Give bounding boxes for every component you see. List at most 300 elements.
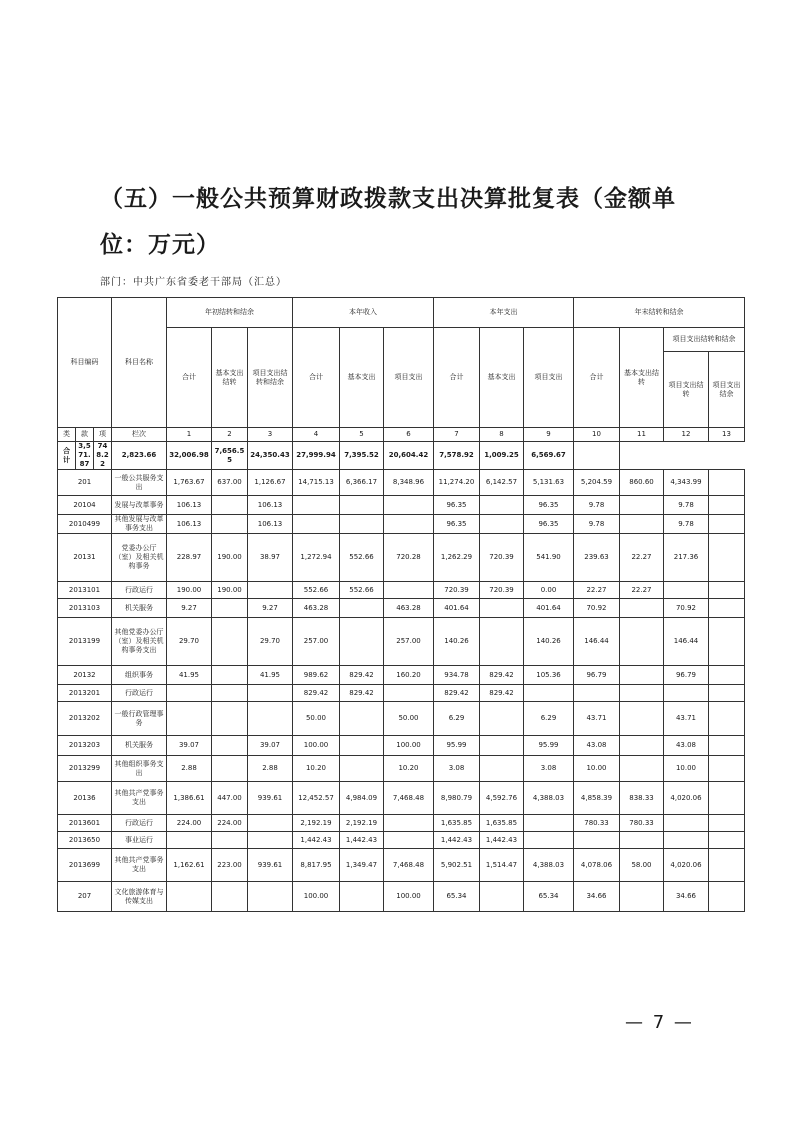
amount-cell: 10.00 bbox=[664, 756, 709, 782]
amount-cell: 447.00 bbox=[212, 782, 248, 815]
amount-cell: 552.66 bbox=[340, 534, 384, 582]
subject-name-cell: 机关服务 bbox=[112, 736, 167, 756]
amount-cell: 96.35 bbox=[434, 515, 480, 534]
column-number: 9 bbox=[524, 428, 574, 442]
amount-cell bbox=[340, 882, 384, 912]
table-row bbox=[58, 666, 745, 685]
amount-cell: 43.08 bbox=[574, 736, 620, 756]
amount-cell bbox=[480, 496, 524, 515]
amount-cell: 1,126.67 bbox=[248, 470, 293, 496]
header-xiang: 项 bbox=[94, 428, 112, 442]
subject-code-cell: 20132 bbox=[58, 666, 112, 685]
amount-cell: 720.28 bbox=[384, 534, 434, 582]
amount-cell bbox=[212, 515, 248, 534]
header-end-total: 合计 bbox=[574, 328, 620, 428]
amount-cell bbox=[620, 599, 664, 618]
amount-cell: 29.70 bbox=[248, 618, 293, 666]
department-label: 部门：中共广东省委老干部局（汇总） bbox=[100, 277, 287, 288]
total-cell: 7,656.55 bbox=[212, 442, 248, 470]
amount-cell: 146.44 bbox=[574, 618, 620, 666]
amount-cell bbox=[384, 815, 434, 832]
amount-cell bbox=[167, 882, 212, 912]
header-group-begin: 年初结转和结余 bbox=[167, 298, 293, 328]
amount-cell bbox=[709, 599, 745, 618]
amount-cell bbox=[620, 685, 664, 702]
table-row bbox=[58, 534, 745, 582]
column-number: 5 bbox=[340, 428, 384, 442]
amount-cell: 223.00 bbox=[212, 849, 248, 882]
amount-cell: 65.34 bbox=[434, 882, 480, 912]
amount-cell bbox=[212, 756, 248, 782]
amount-cell: 1,272.94 bbox=[293, 534, 340, 582]
subject-code-cell: 2013203 bbox=[58, 736, 112, 756]
amount-cell: 239.63 bbox=[574, 534, 620, 582]
amount-cell bbox=[709, 756, 745, 782]
amount-cell: 39.07 bbox=[248, 736, 293, 756]
subject-name-cell: 组织事务 bbox=[112, 666, 167, 685]
amount-cell bbox=[340, 618, 384, 666]
amount-cell: 5,902.51 bbox=[434, 849, 480, 882]
amount-cell bbox=[212, 618, 248, 666]
total-cell: 20,604.42 bbox=[384, 442, 434, 470]
amount-cell bbox=[709, 618, 745, 666]
amount-cell bbox=[709, 849, 745, 882]
budget-table bbox=[57, 297, 745, 912]
amount-cell bbox=[384, 582, 434, 599]
amount-cell: 50.00 bbox=[293, 702, 340, 736]
amount-cell: 829.42 bbox=[434, 685, 480, 702]
subject-code-cell: 20136 bbox=[58, 782, 112, 815]
amount-cell bbox=[620, 736, 664, 756]
amount-cell bbox=[709, 515, 745, 534]
amount-cell: 637.00 bbox=[212, 470, 248, 496]
amount-cell: 140.26 bbox=[434, 618, 480, 666]
amount-cell bbox=[709, 832, 745, 849]
amount-cell: 4,020.06 bbox=[664, 849, 709, 882]
column-number: 6 bbox=[384, 428, 434, 442]
amount-cell bbox=[620, 666, 664, 685]
table-row bbox=[58, 496, 745, 515]
header-expense-basic: 基本支出 bbox=[480, 328, 524, 428]
subject-code-cell: 2013650 bbox=[58, 832, 112, 849]
amount-cell bbox=[384, 832, 434, 849]
amount-cell bbox=[384, 515, 434, 534]
header-begin-total: 合计 bbox=[167, 328, 212, 428]
amount-cell: 10.00 bbox=[574, 756, 620, 782]
header-subject-name: 科目名称 bbox=[112, 298, 167, 428]
amount-cell: 934.78 bbox=[434, 666, 480, 685]
amount-cell bbox=[167, 702, 212, 736]
amount-cell: 9.78 bbox=[574, 496, 620, 515]
amount-cell: 4,858.39 bbox=[574, 782, 620, 815]
table-row bbox=[58, 882, 745, 912]
table-row bbox=[58, 736, 745, 756]
header-income-basic: 基本支出 bbox=[340, 328, 384, 428]
amount-cell bbox=[524, 832, 574, 849]
amount-cell: 14,715.13 bbox=[293, 470, 340, 496]
amount-cell: 1,262.29 bbox=[434, 534, 480, 582]
table-row bbox=[58, 782, 745, 815]
amount-cell: 6,142.57 bbox=[480, 470, 524, 496]
amount-cell: 939.61 bbox=[248, 849, 293, 882]
amount-cell bbox=[709, 470, 745, 496]
amount-cell: 224.00 bbox=[212, 815, 248, 832]
subject-name-cell: 其他组织事务支出 bbox=[112, 756, 167, 782]
amount-cell bbox=[212, 736, 248, 756]
subject-code-cell: 20104 bbox=[58, 496, 112, 515]
amount-cell: 96.79 bbox=[574, 666, 620, 685]
amount-cell: 95.99 bbox=[524, 736, 574, 756]
amount-cell bbox=[340, 736, 384, 756]
amount-cell bbox=[709, 882, 745, 912]
amount-cell bbox=[212, 666, 248, 685]
amount-cell: 70.92 bbox=[574, 599, 620, 618]
total-cell: 24,350.43 bbox=[248, 442, 293, 470]
header-end-basic: 基本支出结转 bbox=[620, 328, 664, 428]
amount-cell: 1,162.61 bbox=[167, 849, 212, 882]
amount-cell: 2.88 bbox=[248, 756, 293, 782]
header-income-total: 合计 bbox=[293, 328, 340, 428]
amount-cell bbox=[212, 702, 248, 736]
amount-cell: 6,366.17 bbox=[340, 470, 384, 496]
page-title: （五）一般公共预算财政拨款支出决算批复表（金额单位：万元） bbox=[100, 185, 676, 258]
subject-name-cell: 文化旅游体育与传媒支出 bbox=[112, 882, 167, 912]
subject-code-cell: 2013601 bbox=[58, 815, 112, 832]
amount-cell bbox=[524, 815, 574, 832]
header-end-project-group: 项目支出结转和结余 bbox=[664, 328, 745, 352]
amount-cell bbox=[212, 832, 248, 849]
subject-code-cell: 2013201 bbox=[58, 685, 112, 702]
page-number: — 7 — bbox=[625, 1012, 694, 1033]
amount-cell: 5,204.59 bbox=[574, 470, 620, 496]
amount-cell: 8,817.95 bbox=[293, 849, 340, 882]
amount-cell bbox=[480, 599, 524, 618]
header-subject-code: 科目编码 bbox=[58, 298, 112, 428]
header-end-project-carry: 项目支出结转 bbox=[664, 352, 709, 428]
amount-cell bbox=[620, 832, 664, 849]
table-row bbox=[58, 815, 745, 832]
amount-cell: 8,980.79 bbox=[434, 782, 480, 815]
amount-cell: 1,442.43 bbox=[480, 832, 524, 849]
subject-name-cell: 事业运行 bbox=[112, 832, 167, 849]
amount-cell bbox=[212, 599, 248, 618]
subject-name-cell: 一般行政管理事务 bbox=[112, 702, 167, 736]
amount-cell: 838.33 bbox=[620, 782, 664, 815]
amount-cell: 34.66 bbox=[574, 882, 620, 912]
header-expense-project: 项目支出 bbox=[524, 328, 574, 428]
amount-cell: 9.27 bbox=[167, 599, 212, 618]
amount-cell: 257.00 bbox=[384, 618, 434, 666]
amount-cell: 780.33 bbox=[620, 815, 664, 832]
amount-cell bbox=[480, 515, 524, 534]
amount-cell: 106.13 bbox=[248, 496, 293, 515]
amount-cell: 190.00 bbox=[212, 534, 248, 582]
subject-name-cell: 行政运行 bbox=[112, 685, 167, 702]
amount-cell: 190.00 bbox=[212, 582, 248, 599]
amount-cell bbox=[293, 496, 340, 515]
amount-cell: 829.42 bbox=[340, 666, 384, 685]
subject-name-cell: 行政运行 bbox=[112, 582, 167, 599]
amount-cell: 106.13 bbox=[167, 515, 212, 534]
subject-code-cell: 2013202 bbox=[58, 702, 112, 736]
amount-cell bbox=[212, 685, 248, 702]
subject-code-cell: 2013101 bbox=[58, 582, 112, 599]
amount-cell bbox=[167, 685, 212, 702]
amount-cell: 43.71 bbox=[664, 702, 709, 736]
header-kuan: 款 bbox=[76, 428, 94, 442]
amount-cell bbox=[620, 756, 664, 782]
column-number: 1 bbox=[167, 428, 212, 442]
header-group-income: 本年收入 bbox=[293, 298, 434, 328]
amount-cell bbox=[709, 666, 745, 685]
amount-cell bbox=[340, 496, 384, 515]
amount-cell: 12,452.57 bbox=[293, 782, 340, 815]
amount-cell: 100.00 bbox=[384, 882, 434, 912]
amount-cell bbox=[620, 515, 664, 534]
amount-cell: 720.39 bbox=[480, 534, 524, 582]
column-number: 11 bbox=[620, 428, 664, 442]
column-number: 10 bbox=[574, 428, 620, 442]
amount-cell: 6.29 bbox=[524, 702, 574, 736]
table-row bbox=[58, 832, 745, 849]
amount-cell bbox=[480, 702, 524, 736]
amount-cell bbox=[524, 685, 574, 702]
subject-name-cell: 其他发展与改革事务支出 bbox=[112, 515, 167, 534]
amount-cell bbox=[709, 736, 745, 756]
amount-cell: 11,274.20 bbox=[434, 470, 480, 496]
amount-cell bbox=[248, 685, 293, 702]
column-number: 3 bbox=[248, 428, 293, 442]
subject-code-cell: 20131 bbox=[58, 534, 112, 582]
amount-cell: 10.20 bbox=[293, 756, 340, 782]
amount-cell: 217.36 bbox=[664, 534, 709, 582]
amount-cell: 4,388.03 bbox=[524, 849, 574, 882]
amount-cell: 463.28 bbox=[384, 599, 434, 618]
amount-cell bbox=[709, 534, 745, 582]
amount-cell: 50.00 bbox=[384, 702, 434, 736]
header-income-project: 项目支出 bbox=[384, 328, 434, 428]
amount-cell: 1,442.43 bbox=[340, 832, 384, 849]
amount-cell bbox=[709, 582, 745, 599]
column-number: 8 bbox=[480, 428, 524, 442]
amount-cell: 829.42 bbox=[293, 685, 340, 702]
amount-cell: 257.00 bbox=[293, 618, 340, 666]
total-cell: 6,569.67 bbox=[524, 442, 574, 470]
amount-cell: 1,763.67 bbox=[167, 470, 212, 496]
header-lei: 类 bbox=[58, 428, 76, 442]
amount-cell: 39.07 bbox=[167, 736, 212, 756]
amount-cell: 3.08 bbox=[524, 756, 574, 782]
amount-cell: 190.00 bbox=[167, 582, 212, 599]
amount-cell: 989.62 bbox=[293, 666, 340, 685]
amount-cell: 106.13 bbox=[248, 515, 293, 534]
amount-cell bbox=[709, 496, 745, 515]
amount-cell bbox=[293, 515, 340, 534]
subject-name-cell: 其他党委办公厅（室）及相关机构事务支出 bbox=[112, 618, 167, 666]
amount-cell bbox=[384, 496, 434, 515]
table-row bbox=[58, 756, 745, 782]
amount-cell: 780.33 bbox=[574, 815, 620, 832]
amount-cell: 463.28 bbox=[293, 599, 340, 618]
amount-cell bbox=[709, 815, 745, 832]
amount-cell bbox=[248, 702, 293, 736]
amount-cell: 140.26 bbox=[524, 618, 574, 666]
amount-cell bbox=[212, 882, 248, 912]
subject-name-cell: 其他共产党事务支出 bbox=[112, 849, 167, 882]
table-row bbox=[58, 618, 745, 666]
amount-cell bbox=[709, 702, 745, 736]
total-cell: 748.22 bbox=[94, 442, 112, 470]
amount-cell: 96.35 bbox=[434, 496, 480, 515]
amount-cell: 541.90 bbox=[524, 534, 574, 582]
amount-cell bbox=[574, 685, 620, 702]
amount-cell: 9.78 bbox=[574, 515, 620, 534]
total-cell bbox=[574, 442, 620, 470]
amount-cell: 9.27 bbox=[248, 599, 293, 618]
amount-cell: 4,984.09 bbox=[340, 782, 384, 815]
amount-cell: 96.35 bbox=[524, 515, 574, 534]
amount-cell: 552.66 bbox=[293, 582, 340, 599]
amount-cell bbox=[620, 618, 664, 666]
amount-cell bbox=[248, 582, 293, 599]
amount-cell: 939.61 bbox=[248, 782, 293, 815]
header-group-expense: 本年支出 bbox=[434, 298, 574, 328]
amount-cell: 4,388.03 bbox=[524, 782, 574, 815]
total-cell: 7,395.52 bbox=[340, 442, 384, 470]
amount-cell: 41.95 bbox=[248, 666, 293, 685]
amount-cell: 22.27 bbox=[620, 534, 664, 582]
amount-cell: 720.39 bbox=[434, 582, 480, 599]
amount-cell: 100.00 bbox=[293, 736, 340, 756]
amount-cell: 0.00 bbox=[524, 582, 574, 599]
amount-cell bbox=[480, 736, 524, 756]
amount-cell bbox=[664, 685, 709, 702]
amount-cell: 70.92 bbox=[664, 599, 709, 618]
amount-cell bbox=[620, 702, 664, 736]
amount-cell: 4,343.99 bbox=[664, 470, 709, 496]
amount-cell: 9.78 bbox=[664, 515, 709, 534]
amount-cell bbox=[384, 685, 434, 702]
amount-cell: 720.39 bbox=[480, 582, 524, 599]
subject-name-cell: 其他共产党事务支出 bbox=[112, 782, 167, 815]
amount-cell: 1,442.43 bbox=[434, 832, 480, 849]
subject-name-cell: 机关服务 bbox=[112, 599, 167, 618]
header-begin-basic: 基本支出结转 bbox=[212, 328, 248, 428]
amount-cell: 29.70 bbox=[167, 618, 212, 666]
amount-cell bbox=[248, 882, 293, 912]
subject-code-cell: 2013103 bbox=[58, 599, 112, 618]
amount-cell: 22.27 bbox=[574, 582, 620, 599]
table-row bbox=[58, 599, 745, 618]
subject-code-cell: 201 bbox=[58, 470, 112, 496]
subject-code-cell: 2013299 bbox=[58, 756, 112, 782]
total-row bbox=[58, 442, 745, 470]
amount-cell bbox=[480, 756, 524, 782]
amount-cell bbox=[664, 832, 709, 849]
amount-cell: 829.42 bbox=[480, 685, 524, 702]
amount-cell: 2.88 bbox=[167, 756, 212, 782]
amount-cell bbox=[340, 515, 384, 534]
amount-cell: 2,192.19 bbox=[340, 815, 384, 832]
header-group-end: 年末结转和结余 bbox=[574, 298, 745, 328]
amount-cell bbox=[709, 782, 745, 815]
amount-cell: 43.08 bbox=[664, 736, 709, 756]
amount-cell bbox=[340, 702, 384, 736]
amount-cell: 65.34 bbox=[524, 882, 574, 912]
column-number: 4 bbox=[293, 428, 340, 442]
amount-cell bbox=[340, 599, 384, 618]
table-row bbox=[58, 582, 745, 599]
subject-code-cell: 2010499 bbox=[58, 515, 112, 534]
amount-cell: 5,131.63 bbox=[524, 470, 574, 496]
amount-cell: 1,349.47 bbox=[340, 849, 384, 882]
table-row bbox=[58, 470, 745, 496]
subject-name-cell: 行政运行 bbox=[112, 815, 167, 832]
amount-cell: 100.00 bbox=[293, 882, 340, 912]
amount-cell bbox=[340, 756, 384, 782]
amount-cell: 1,442.43 bbox=[293, 832, 340, 849]
subject-code-cell: 207 bbox=[58, 882, 112, 912]
amount-cell bbox=[620, 496, 664, 515]
amount-cell bbox=[620, 882, 664, 912]
column-number: 13 bbox=[709, 428, 745, 442]
amount-cell: 3.08 bbox=[434, 756, 480, 782]
amount-cell bbox=[248, 832, 293, 849]
amount-cell: 43.71 bbox=[574, 702, 620, 736]
amount-cell: 96.35 bbox=[524, 496, 574, 515]
total-cell: 1,009.25 bbox=[480, 442, 524, 470]
amount-cell: 401.64 bbox=[524, 599, 574, 618]
amount-cell: 1,635.85 bbox=[434, 815, 480, 832]
amount-cell: 224.00 bbox=[167, 815, 212, 832]
header-end-project-surplus: 项目支出结余 bbox=[709, 352, 745, 428]
amount-cell bbox=[709, 685, 745, 702]
header-begin-project: 项目支出结转和结余 bbox=[248, 328, 293, 428]
amount-cell: 9.78 bbox=[664, 496, 709, 515]
amount-cell: 22.27 bbox=[620, 582, 664, 599]
amount-cell bbox=[664, 582, 709, 599]
total-cell: 2,823.66 bbox=[112, 442, 167, 470]
amount-cell: 829.42 bbox=[480, 666, 524, 685]
amount-cell: 552.66 bbox=[340, 582, 384, 599]
amount-cell: 401.64 bbox=[434, 599, 480, 618]
amount-cell: 146.44 bbox=[664, 618, 709, 666]
total-cell: 3,571.87 bbox=[76, 442, 94, 470]
subject-code-cell: 2013699 bbox=[58, 849, 112, 882]
amount-cell: 58.00 bbox=[620, 849, 664, 882]
amount-cell: 38.97 bbox=[248, 534, 293, 582]
amount-cell bbox=[248, 815, 293, 832]
header-column-no: 栏次 bbox=[112, 428, 167, 442]
table-row bbox=[58, 702, 745, 736]
column-number: 2 bbox=[212, 428, 248, 442]
total-cell: 7,578.92 bbox=[434, 442, 480, 470]
amount-cell: 1,635.85 bbox=[480, 815, 524, 832]
amount-cell bbox=[167, 832, 212, 849]
column-number: 7 bbox=[434, 428, 480, 442]
amount-cell: 228.97 bbox=[167, 534, 212, 582]
amount-cell: 860.60 bbox=[620, 470, 664, 496]
amount-cell: 105.36 bbox=[524, 666, 574, 685]
amount-cell: 160.20 bbox=[384, 666, 434, 685]
amount-cell: 96.79 bbox=[664, 666, 709, 685]
amount-cell bbox=[664, 815, 709, 832]
amount-cell: 4,020.06 bbox=[664, 782, 709, 815]
amount-cell: 100.00 bbox=[384, 736, 434, 756]
amount-cell: 8,348.96 bbox=[384, 470, 434, 496]
amount-cell bbox=[480, 618, 524, 666]
amount-cell: 7,468.48 bbox=[384, 782, 434, 815]
